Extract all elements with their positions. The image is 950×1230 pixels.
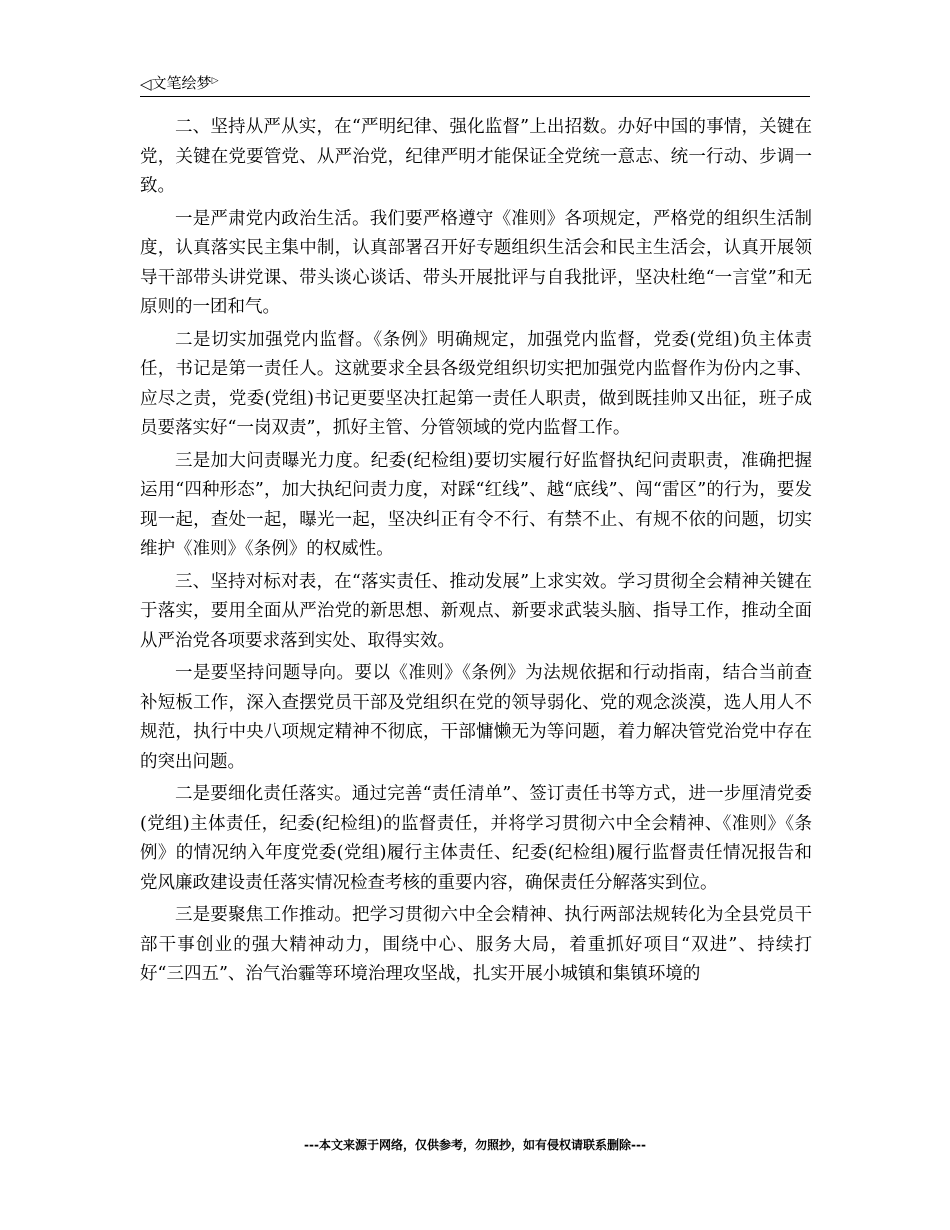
page-header: [140, 74, 810, 97]
paragraph: 二是要细化责任落实。通过完善“责任清单”、签订责任书等方式，进一步厘清党委(党组)主体责任，纪委(纪检组)的监督责任，并将学习贯彻六中全会精神、《准则》《条例》的情况纳入年度党委(党组)履行主体责任、纪委(纪检组)履行监督责任情况报告和党风廉政建设责任落实情况检查考核的重要内容，确保责任分解落实到位。: [140, 784, 812, 893]
document-body: [140, 113, 812, 993]
paragraph: 三是要聚焦工作推动。把学习贯彻六中全会精神、执行两部法规转化为全县党员干部干事创业的强大精神动力，围绕中心、服务大局，着重抓好项目“双进”、持续打好“三四五”、治气治霾等环境治理攻坚战，扎实开展小城镇和集镇环境的: [140, 905, 812, 984]
paragraph: 二、坚持从严从实，在“严明纪律、强化监督”上出招数。办好中国的事情，关键在党，关键在党要管党、从严治党，纪律严明才能保证全党统一意志、统一行动、步调一致。: [140, 117, 812, 196]
brand-logo: [140, 74, 218, 93]
paragraph: 三是加大问责曝光力度。纪委(纪检组)要切实履行好监督执纪问责职责，准确把握运用“四种形态”，加大执纪问责力度，对踩“红线”、越“底线”、闯“雷区”的行为，要发现一起，查处一起，曝光一起，坚决纠正有令不行、有禁不止、有规不依的问题，切实维护《准则》《条例》的权威性。: [140, 450, 812, 559]
triangle-right-icon: ▷: [211, 75, 219, 86]
triangle-left-icon: ◁: [140, 74, 152, 93]
paragraph: 一是严肃党内政治生活。我们要严格遵守《准则》各项规定，严格党的组织生活制度，认真落实民主集中制，认真部署召开好专题组织生活会和民主生活会，认真开展领导干部带头讲党课、带头谈心谈话、带头开展批评与自我批评，坚决杜绝“一言堂”和无原则的一团和气。: [140, 208, 812, 317]
paragraph: 一是要坚持问题导向。要以《准则》《条例》为法规依据和行动指南，结合当前查补短板工作，深入查摆党员干部及党组织在党的领导弱化、党的观念淡漠，选人用人不规范，执行中央八项规定精神不彻底，干部慵懒无为等问题，着力解决管党治党中存在的突出问题。: [140, 663, 812, 772]
footer-disclaimer: ---本文来源于网络，仅供参考，勿照抄，如有侵权请联系删除---: [304, 1138, 646, 1152]
brand-name: 文笔绘梦: [151, 74, 212, 92]
paragraph: 三、坚持对标对表，在“落实责任、推动发展”上求实效。学习贯彻全会精神关键在于落实，要用全面从严治党的新思想、新观点、新要求武装头脑、指导工作，推动全面从严治党各项要求落到实处、取得实效。: [140, 571, 812, 651]
paragraph: 二是切实加强党内监督。《条例》明确规定，加强党内监督，党委(党组)负主体责任，书记是第一责任人。这就要求全县各级党组织切实把加强党内监督作为份内之事、应尽之责，党委(党组)书记更要坚决扛起第一责任人职责，做到既挂帅又出征，班子成员要落实好“一岗双责”，抓好主管、分管领域的党内监督工作。: [140, 329, 812, 438]
